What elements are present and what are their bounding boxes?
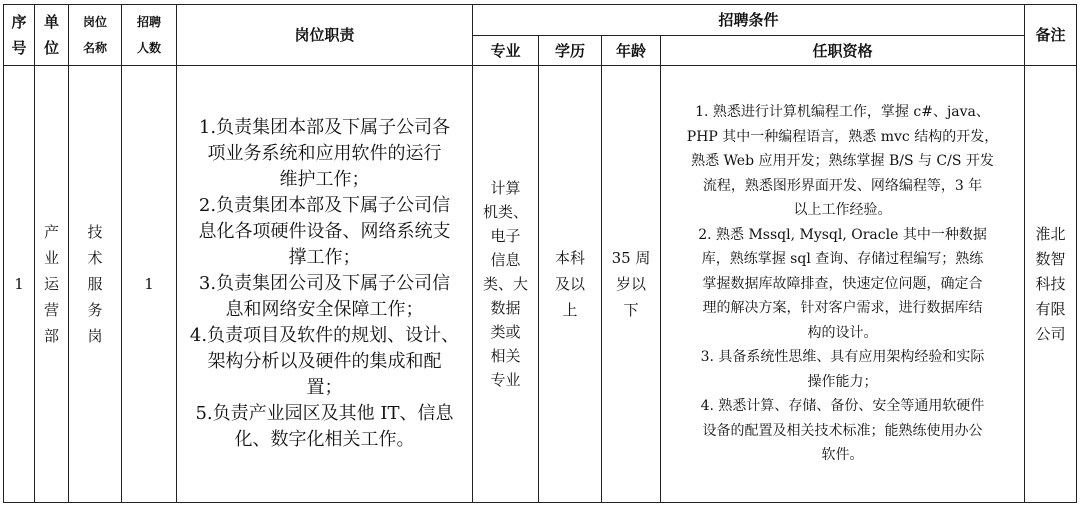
qualification-line: 库，熟练掌握 sql 查询、存储过程编写；熟练 xyxy=(701,251,984,268)
major-line: 相关 xyxy=(490,347,521,365)
duties-line: 化、数字化相关工作。 xyxy=(234,429,415,450)
major-line: 类、大 xyxy=(482,275,528,293)
qualification-line: 流程，熟悉图形界面开发、网络编程等，3 年 xyxy=(702,177,983,194)
education-line: 及以 xyxy=(554,275,585,293)
duties-line: 2.负责集团本部及下属子公司信 xyxy=(198,195,451,216)
education-line: 上 xyxy=(562,301,578,319)
cell-unit: 产业运营部 xyxy=(35,66,69,503)
major-line: 专业 xyxy=(490,371,521,389)
cell-major xyxy=(473,66,539,503)
header-unit: 单位 xyxy=(35,5,69,66)
major-line: 数据 xyxy=(490,299,521,317)
note-line: 淮北 xyxy=(1035,224,1066,243)
major-line: 电子 xyxy=(490,227,521,245)
header-seq: 序号 xyxy=(4,5,35,66)
header-conditions: 招聘条件 xyxy=(473,5,1025,36)
duties-line: 撑工作； xyxy=(288,247,361,268)
major-line: 信息 xyxy=(490,251,521,269)
qualification-line: 构的设计。 xyxy=(807,324,878,341)
cell-qualifications xyxy=(661,66,1025,503)
duties-line: 1.负责集团本部及下属子公司各 xyxy=(198,117,451,138)
qualification-line: 1. 熟悉进行计算机编程工作，掌握 c#、java、 xyxy=(695,104,990,121)
duties-line: 置； xyxy=(306,377,343,398)
note-line: 公司 xyxy=(1035,324,1066,343)
header-age: 年龄 xyxy=(602,36,661,66)
age-line: 岁以 xyxy=(615,275,646,293)
duties-line: 5.负责产业园区及其他 IT、信息 xyxy=(195,403,454,424)
qualification-line: 设备的配置及相关技术标准；能熟练使用办公 xyxy=(702,422,983,439)
header-duties: 岗位职责 xyxy=(177,5,473,66)
qualification-line: 以上工作经验。 xyxy=(793,202,892,219)
major-line: 类或 xyxy=(490,323,521,341)
qualification-line: 掌握数据库故障排查，快速定位问题，确定合 xyxy=(702,275,983,292)
major-line: 计算 xyxy=(490,179,521,197)
cell-seq: 1 xyxy=(4,66,35,503)
duties-line: 维护工作； xyxy=(279,169,370,190)
header-position: 岗位名称 xyxy=(69,5,122,66)
qualification-line: 软件。 xyxy=(821,447,864,464)
qualification-line: 3. 具备系统性思维、具有应用架构经验和实际 xyxy=(700,349,985,366)
duties-line: 架构分析以及硬件的集成和配 xyxy=(207,351,442,372)
qualification-line: 熟悉 Web 应用开发；熟练掌握 B/S 与 C/S 开发 xyxy=(691,153,994,170)
qualification-line: 4. 熟悉计算、存储、备份、安全等通用软硬件 xyxy=(700,398,985,415)
note-line: 数智 xyxy=(1035,249,1066,268)
cell-age xyxy=(602,66,661,503)
age-line: 35 周 xyxy=(611,249,651,267)
qualification-line: 理的解决方案，针对客户需求，进行数据库结 xyxy=(702,300,983,317)
duties-line: 4.负责项目及软件的规划、设计、 xyxy=(189,325,460,346)
duties-line: 3.负责集团公司及下属子公司信 xyxy=(198,273,451,294)
cell-note xyxy=(1025,66,1077,503)
note-line: 有限 xyxy=(1035,299,1066,318)
cell-count: 1 xyxy=(122,66,177,503)
age-line: 下 xyxy=(623,301,639,319)
table-row xyxy=(4,66,1077,503)
header-count: 招聘人数 xyxy=(122,5,177,66)
header-note: 备注 xyxy=(1025,5,1077,66)
qualification-line: 2. 熟悉 Mssql, Mysql, Oracle 其中一种数据 xyxy=(698,226,987,243)
duties-line: 息化各项硬件设备、网络系统支 xyxy=(198,221,451,242)
major-line: 机类、 xyxy=(482,203,528,221)
qualification-line: PHP 其中一种编程语言，熟悉 mvc 结构的开发， xyxy=(686,128,999,145)
recruitment-table xyxy=(3,4,1077,503)
education-line: 本科 xyxy=(554,249,585,267)
duties-line: 息和网络安全保障工作； xyxy=(225,299,424,320)
cell-education xyxy=(539,66,602,503)
note-line: 科技 xyxy=(1035,274,1066,293)
cell-duties xyxy=(177,66,473,503)
duties-line: 项业务系统和应用软件的运行 xyxy=(207,143,442,164)
header-education: 学历 xyxy=(539,36,602,66)
header-major: 专业 xyxy=(473,36,539,66)
header-qualifications: 任职资格 xyxy=(661,36,1025,66)
qualification-line: 操作能力； xyxy=(807,373,878,390)
cell-position: 技术服务岗 xyxy=(69,66,122,503)
